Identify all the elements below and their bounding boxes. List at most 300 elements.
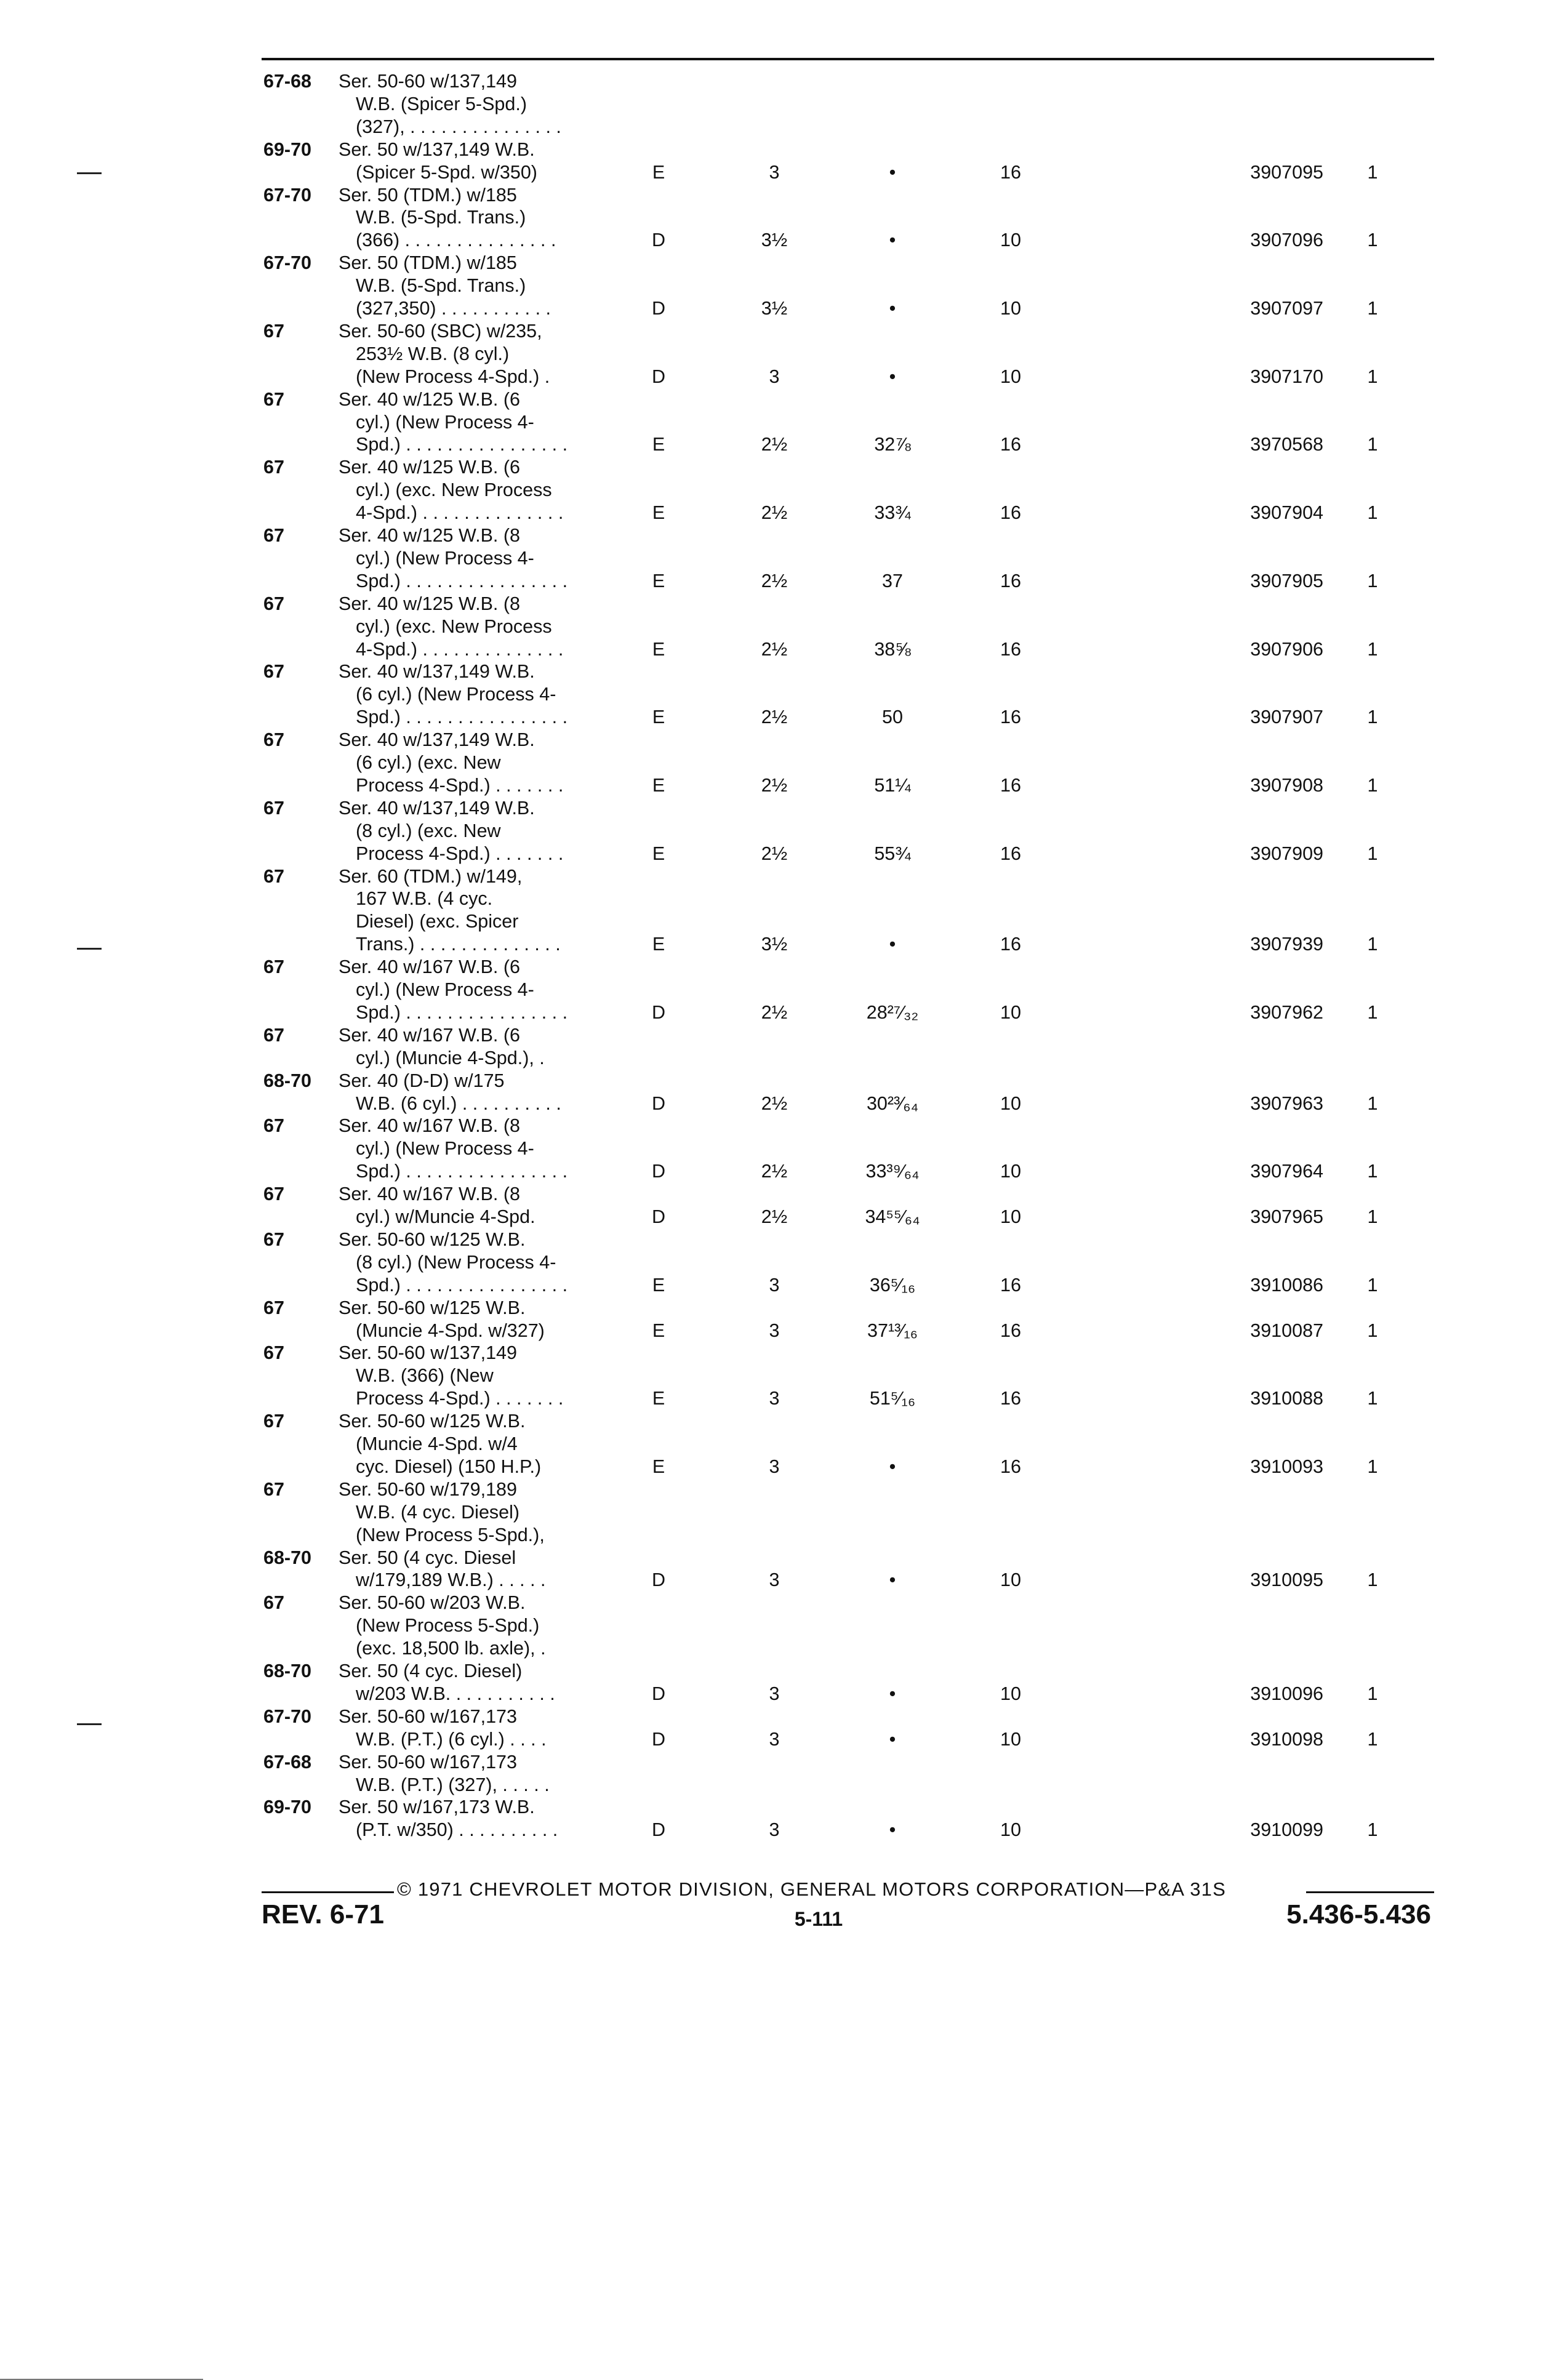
model-year: 67-70 [263,184,312,206]
application-description: Ser. 50 (4 cyc. Diesel) [339,1661,523,1681]
application-description: Ser. 40 w/167 W.B. (6 [339,1024,520,1046]
quantity: 1 [1367,230,1378,251]
application-description: W.B. (5-Spd. Trans.) [356,275,526,297]
quantity: 1 [1367,1001,1378,1023]
spline-count: 10 [1000,1092,1021,1114]
row-line [0,638,1556,660]
part-number: 3907909 [1250,843,1323,864]
application-description: Ser. 50 (4 cyc. Diesel [339,1547,516,1568]
row-line [0,1251,1556,1273]
part-number: 3907904 [1250,502,1323,524]
application-description: W.B. (366) (New [356,1365,494,1387]
footer-rule-right [1306,1891,1434,1893]
application-description: (exc. 18,500 lb. axle), . [356,1638,546,1659]
row-line [0,411,1556,433]
shaft-length: • [889,934,896,955]
shaft-length: • [889,1683,896,1704]
row-line [0,1592,1556,1614]
row-line [0,1433,1556,1455]
application-description: Ser. 50-60 w/167,173 [339,1751,517,1773]
shaft-length: 50 [882,707,903,728]
shaft-type: D [651,1819,666,1841]
shaft-length: 32⅞ [874,434,911,455]
row-line [0,1001,1556,1024]
row-line [0,1547,1556,1569]
quantity: 1 [1367,1683,1378,1704]
application-description: Ser. 40 w/167 W.B. (6 [339,956,520,978]
row-line [0,1501,1556,1523]
shaft-type: E [652,707,665,728]
tube-size: 3 [769,1320,780,1341]
row-line [0,502,1556,524]
row-line [0,161,1556,183]
section-number: 5.436-5.436 [1286,1899,1431,1929]
row-line [0,865,1556,887]
tube-size: 3 [769,1456,780,1477]
row-line [0,479,1556,501]
model-year: 67 [263,661,284,683]
part-number: 3907963 [1250,1092,1323,1114]
application-description: cyl.) (New Process 4- [356,411,534,433]
row-line [0,1751,1556,1773]
shaft-length: 37 [882,570,903,591]
part-number: 3910095 [1250,1569,1323,1591]
application-description: 167 W.B. (4 cyc. [356,888,493,910]
quantity: 1 [1367,1320,1378,1341]
row-line [0,1228,1556,1251]
row-line [0,1297,1556,1319]
row-line [0,706,1556,728]
row-line [0,1274,1556,1296]
quantity: 1 [1367,366,1378,387]
spline-count: 16 [1000,638,1021,660]
shaft-length: 28²⁷⁄₃₂ [866,1001,919,1023]
quantity: 1 [1367,1819,1378,1841]
spline-count: 10 [1000,1683,1021,1704]
shaft-type: E [652,1320,665,1341]
part-number: 3910088 [1250,1388,1323,1409]
shaft-type: D [651,1092,666,1114]
application-description: cyl.) (Muncie 4-Spd.), . [356,1047,545,1068]
application-description: Process 4-Spd.) . . . . . . . [356,1388,564,1409]
shaft-type: E [652,1274,665,1296]
application-description: (366) . . . . . . . . . . . . . . . [356,230,556,251]
application-description: W.B. (4 cyc. Diesel) [356,1501,520,1523]
model-year: 67 [263,865,284,887]
application-description: Diesel) (exc. Spicer [356,911,519,932]
model-year: 67 [263,1115,284,1137]
shaft-length: 38⅝ [874,638,911,660]
part-number: 3907907 [1250,707,1323,728]
row-line [0,1660,1556,1682]
row-line [0,1070,1556,1092]
spline-count: 16 [1000,774,1021,796]
row-line [0,751,1556,774]
application-description: Process 4-Spd.) . . . . . . . [356,843,564,864]
row-line [0,252,1556,274]
shaft-type: E [652,434,665,455]
tube-size: 3½ [761,298,788,319]
tube-size: 2½ [761,843,788,864]
tube-size: 2½ [761,638,788,660]
row-line [0,683,1556,705]
part-number: 3907965 [1250,1206,1323,1227]
spline-count: 10 [1000,1161,1021,1182]
application-description: Ser. 40 w/167 W.B. (8 [339,1115,520,1137]
shaft-type: D [651,1001,666,1023]
tube-size: 2½ [761,502,788,524]
application-description: Ser. 50 w/137,149 W.B. [339,138,535,160]
shaft-type: E [652,161,665,183]
shaft-type: E [652,638,665,660]
shaft-type: D [651,1728,666,1750]
application-description: (New Process 5-Spd.) [356,1615,540,1637]
row-line [0,1024,1556,1046]
application-description: Ser. 50-60 w/125 W.B. [339,1228,526,1250]
part-number: 3910093 [1250,1456,1323,1477]
spline-count: 10 [1000,1819,1021,1841]
spline-count: 16 [1000,1320,1021,1341]
row-line [0,1637,1556,1659]
application-description: Ser. 40 w/125 W.B. (6 [339,388,520,410]
row-line [0,1387,1556,1409]
part-number: 3907964 [1250,1161,1323,1182]
spline-count: 16 [1000,707,1021,728]
row-line [0,116,1556,138]
row-line [0,388,1556,411]
shaft-type: E [652,934,665,955]
shaft-type: E [652,843,665,864]
model-year: 68-70 [263,1661,312,1681]
row-line [0,433,1556,455]
application-description: Ser. 50-60 w/137,149 [339,1342,517,1364]
spline-count: 10 [1000,298,1021,319]
revision-date: REV. 6-71 [262,1899,384,1929]
shaft-type: E [652,502,665,524]
shaft-length: 37¹³⁄₁₆ [867,1320,918,1341]
model-year: 68-70 [263,1547,312,1568]
row-line [0,366,1556,388]
shaft-type: E [652,1388,665,1409]
tube-size: 2½ [761,774,788,796]
model-year: 69-70 [263,1797,312,1818]
application-description: Trans.) . . . . . . . . . . . . . . [356,934,561,955]
row-line [0,1320,1556,1342]
spline-count: 10 [1000,1206,1021,1227]
quantity: 1 [1367,1092,1378,1114]
part-number: 3907939 [1250,934,1323,955]
application-description: 4-Spd.) . . . . . . . . . . . . . . [356,502,564,524]
tube-size: 3 [769,161,780,183]
shaft-length: 51¼ [874,774,911,796]
application-description: Ser. 40 (D-D) w/175 [339,1070,505,1091]
model-year: 67 [263,1024,284,1046]
shaft-length: • [889,1456,896,1477]
application-description: (P.T. w/350) . . . . . . . . . . [356,1819,558,1841]
spline-count: 10 [1000,1001,1021,1023]
row-line [0,1364,1556,1387]
spline-count: 16 [1000,502,1021,524]
row-line [0,887,1556,910]
spline-count: 10 [1000,1728,1021,1750]
row-line [0,547,1556,569]
application-description: 4-Spd.) . . . . . . . . . . . . . . [356,638,564,660]
application-description: (New Process 5-Spd.), [356,1524,545,1545]
shaft-length: • [889,161,896,183]
application-description: Ser. 50-60 w/167,173 [339,1705,517,1727]
application-description: cyl.) (exc. New Process [356,615,552,637]
model-year: 67 [263,956,284,978]
application-description: Spd.) . . . . . . . . . . . . . . . . [356,1274,568,1296]
application-description: cyl.) (exc. New Process [356,479,552,501]
row-line [0,615,1556,638]
quantity: 1 [1367,1728,1378,1750]
model-year: 67 [263,525,284,546]
shaft-length: 55¾ [874,843,911,864]
row-line [0,297,1556,319]
shaft-length: • [889,1569,896,1591]
shaft-length: • [889,230,896,251]
row-line [0,843,1556,865]
model-year: 67-68 [263,71,312,92]
tube-size: 3 [769,1819,780,1841]
shaft-length: • [889,1728,896,1750]
row-line [0,1137,1556,1160]
quantity: 1 [1367,1388,1378,1409]
application-description: Ser. 50-60 w/137,149 [339,71,517,92]
application-description: Ser. 50-60 (SBC) w/235, [339,320,542,342]
part-number: 3907905 [1250,570,1323,591]
application-description: Ser. 50-60 w/203 W.B. [339,1592,526,1614]
application-description: (327), . . . . . . . . . . . . . . . [356,116,561,137]
shaft-length: 33¾ [874,502,911,524]
spline-count: 16 [1000,570,1021,591]
row-line [0,797,1556,819]
quantity: 1 [1367,570,1378,591]
row-line [0,1478,1556,1501]
application-description: Ser. 50-60 w/179,189 [339,1478,517,1500]
application-description: Ser. 60 (TDM.) w/149, [339,865,523,887]
row-line [0,1819,1556,1841]
application-description: (Spicer 5-Spd. w/350) [356,161,537,183]
row-line [0,70,1556,92]
row-line [0,1683,1556,1705]
row-line [0,1569,1556,1591]
model-year: 69-70 [263,138,312,160]
application-description: Ser. 50 w/167,173 W.B. [339,1797,535,1818]
application-description: (New Process 4-Spd.) . [356,366,550,387]
application-description: Ser. 40 w/125 W.B. (6 [339,457,520,478]
row-line [0,1705,1556,1728]
part-number: 3907170 [1250,366,1323,387]
row-line [0,524,1556,547]
application-description: Ser. 50-60 w/125 W.B. [339,1297,526,1318]
part-number: 3910086 [1250,1274,1323,1296]
application-description: w/179,189 W.B.) . . . . . [356,1569,546,1591]
shaft-length: 51⁵⁄₁₆ [869,1388,916,1409]
model-year: 67-70 [263,252,312,274]
shaft-type: D [651,366,666,387]
model-year: 67-68 [263,1751,312,1773]
model-year: 67 [263,1184,284,1205]
application-description: cyl.) (New Process 4- [356,979,534,1000]
application-description: Spd.) . . . . . . . . . . . . . . . . [356,707,568,728]
application-description: 253½ W.B. (8 cyl.) [356,343,510,364]
application-description: (Muncie 4-Spd. w/4 [356,1433,518,1454]
tube-size: 3 [769,1683,780,1704]
model-year: 67 [263,1297,284,1318]
model-year: 67 [263,1592,284,1614]
application-description: cyl.) (New Process 4- [356,1138,534,1160]
tube-size: 2½ [761,1092,788,1114]
application-description: Spd.) . . . . . . . . . . . . . . . . [356,1161,568,1182]
spline-count: 16 [1000,1456,1021,1477]
row-line [0,1342,1556,1364]
part-number: 3907908 [1250,774,1323,796]
application-description: (6 cyl.) (New Process 4- [356,684,556,705]
application-description: Ser. 40 w/137,149 W.B. [339,661,535,683]
part-number: 3910098 [1250,1728,1323,1750]
shaft-type: E [652,774,665,796]
shaft-length: 30²³⁄₆₄ [866,1092,919,1114]
spline-count: 16 [1000,434,1021,455]
quantity: 1 [1367,774,1378,796]
row-line [0,1115,1556,1137]
model-year: 67 [263,388,284,410]
shaft-length: 34⁵⁵⁄₆₄ [865,1206,920,1227]
part-number: 3910087 [1250,1320,1323,1341]
application-description: (327,350) . . . . . . . . . . . [356,298,551,319]
model-year: 67 [263,1228,284,1250]
tube-size: 2½ [761,434,788,455]
application-description: Ser. 40 w/125 W.B. (8 [339,593,520,614]
row-line [0,456,1556,478]
row-line [0,1524,1556,1546]
row-line [0,933,1556,955]
application-description: cyl.) (New Process 4- [356,547,534,569]
row-line [0,343,1556,365]
row-line [0,593,1556,615]
application-description: Process 4-Spd.) . . . . . . . [356,774,564,796]
quantity: 1 [1367,707,1378,728]
row-line [0,184,1556,206]
application-description: Ser. 50 (TDM.) w/185 [339,252,517,274]
spline-count: 10 [1000,366,1021,387]
row-line [0,1774,1556,1796]
shaft-type: D [651,230,666,251]
row-line [0,774,1556,796]
spline-count: 16 [1000,843,1021,864]
quantity: 1 [1367,502,1378,524]
application-description: Spd.) . . . . . . . . . . . . . . . . [356,1001,568,1023]
model-year: 67 [263,1478,284,1500]
tube-size: 3 [769,366,780,387]
quantity: 1 [1367,298,1378,319]
row-line [0,1456,1556,1478]
shaft-length: • [889,298,896,319]
part-number: 3910099 [1250,1819,1323,1841]
tube-size: 3 [769,1388,780,1409]
spline-count: 10 [1000,230,1021,251]
application-description: (8 cyl.) (New Process 4- [356,1251,556,1273]
shaft-length: 36⁵⁄₁₆ [869,1274,916,1296]
application-description: W.B. (6 cyl.) . . . . . . . . . . [356,1092,561,1114]
quantity: 1 [1367,1456,1378,1477]
quantity: 1 [1367,161,1378,183]
tube-size: 2½ [761,570,788,591]
tube-size: 2½ [761,1161,788,1182]
part-number: 3970568 [1250,434,1323,455]
row-line [0,570,1556,592]
application-description: (6 cyl.) (exc. New [356,752,501,773]
quantity: 1 [1367,638,1378,660]
application-description: Ser. 40 w/125 W.B. (8 [339,525,520,546]
shaft-length: • [889,366,896,387]
application-description: Spd.) . . . . . . . . . . . . . . . . [356,570,568,591]
application-description: (8 cyl.) (exc. New [356,820,501,841]
application-description: cyc. Diesel) (150 H.P.) [356,1456,542,1477]
application-description: w/203 W.B. . . . . . . . . . . [356,1683,555,1704]
spline-count: 16 [1000,161,1021,183]
tube-size: 2½ [761,1001,788,1023]
quantity: 1 [1367,843,1378,864]
quantity: 1 [1367,1161,1378,1182]
tube-size: 3 [769,1569,780,1591]
part-number: 3907096 [1250,230,1323,251]
tube-size: 2½ [761,1206,788,1227]
part-number: 3907962 [1250,1001,1323,1023]
model-year: 67 [263,457,284,478]
row-line [0,1092,1556,1115]
application-description: W.B. (P.T.) (6 cyl.) . . . . [356,1728,547,1750]
application-description: Ser. 40 w/167 W.B. (8 [339,1184,520,1205]
application-description: cyl.) w/Muncie 4-Spd. [356,1206,535,1227]
row-line [0,979,1556,1001]
quantity: 1 [1367,934,1378,955]
tube-size: 2½ [761,707,788,728]
tube-size: 3 [769,1728,780,1750]
copyright-notice: © 1971 CHEVROLET MOTOR DIVISION, GENERAL MOTORS CORPORATION—P&A 31S [397,1878,1226,1900]
shaft-type: D [651,1569,666,1591]
row-line [0,206,1556,228]
spline-count: 16 [1000,934,1021,955]
row-line [0,138,1556,161]
row-line [0,910,1556,932]
part-number: 3907095 [1250,161,1323,183]
quantity: 1 [1367,434,1378,455]
row-line [0,1410,1556,1432]
shaft-type: D [651,1683,666,1704]
part-number: 3910096 [1250,1683,1323,1704]
model-year: 67 [263,593,284,614]
tube-size: 3½ [761,230,788,251]
row-line [0,1728,1556,1750]
row-line [0,1160,1556,1182]
application-description: Ser. 50-60 w/125 W.B. [339,1411,526,1432]
application-description: Ser. 40 w/137,149 W.B. [339,797,535,819]
shaft-length: 33³⁹⁄₆₄ [865,1161,920,1182]
row-line [0,820,1556,842]
shaft-type: D [651,1206,666,1227]
row-line [0,1183,1556,1205]
tube-size: 3½ [761,934,788,955]
model-year: 67 [263,1411,284,1432]
quantity: 1 [1367,1569,1378,1591]
model-year: 67 [263,320,284,342]
model-year: 68-70 [263,1070,312,1091]
model-year: 67 [263,797,284,819]
application-description: (Muncie 4-Spd. w/327) [356,1320,545,1341]
